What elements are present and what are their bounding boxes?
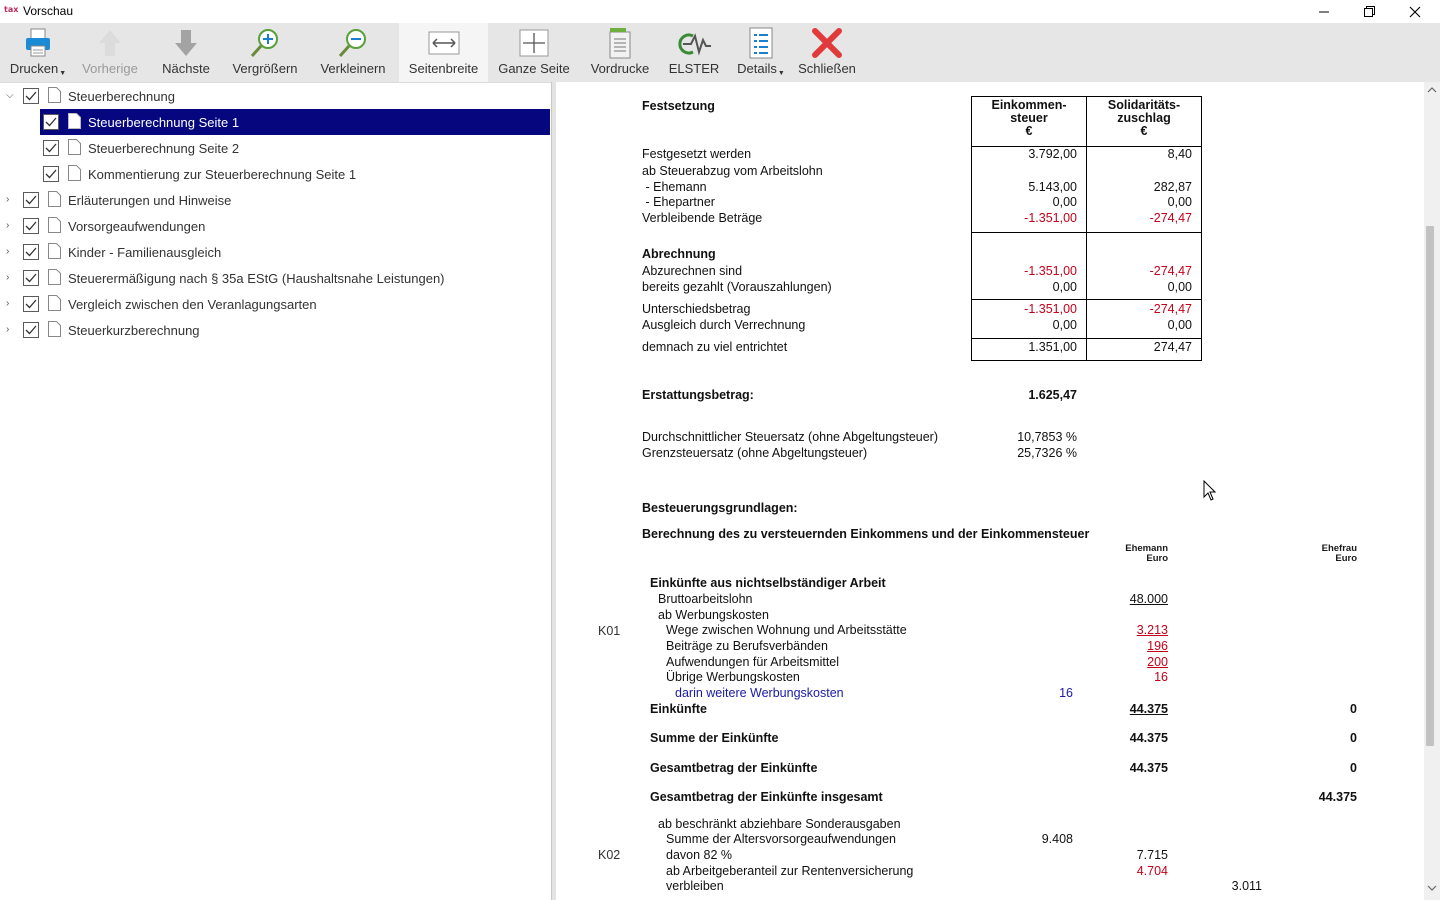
checkbox[interactable] xyxy=(23,218,39,234)
vor-soli: 0,00 xyxy=(1167,280,1192,294)
row-soli: 282,87 xyxy=(1153,180,1192,194)
tree-item-seite-1[interactable] xyxy=(0,109,551,135)
checkbox[interactable] xyxy=(23,296,39,312)
next-button[interactable] xyxy=(156,23,216,82)
einkuenfte-m: 44.375 xyxy=(1129,702,1168,716)
col-header-soli-3: € xyxy=(1140,124,1148,138)
close-preview-button[interactable] xyxy=(798,23,856,82)
abz-est: -1.351,00 xyxy=(1024,264,1077,278)
checkmark-icon xyxy=(45,117,57,127)
beitr-value: 196 xyxy=(1147,639,1168,653)
col-header-soli-1: Solidaritäts- xyxy=(1107,98,1181,112)
checkbox[interactable] xyxy=(23,270,39,286)
document-icon xyxy=(48,269,61,285)
full-page-icon xyxy=(517,25,551,61)
tree-item-kommentierung[interactable] xyxy=(0,161,551,187)
document-tree xyxy=(0,82,551,900)
col-header-ehefrau-1: Ehefrau xyxy=(1321,543,1357,554)
row-est: 5.143,00 xyxy=(1028,180,1077,194)
unt-est: -1.351,00 xyxy=(1024,302,1077,316)
tree-item-haushaltsnahe[interactable] xyxy=(0,265,551,291)
durch-value: 10,7853 % xyxy=(1017,430,1077,444)
grenz-label: Grenzsteuersatz (ohne Abgeltungsteuer) xyxy=(642,446,868,460)
row-soli: 8,40 xyxy=(1167,147,1192,161)
vor-est: 0,00 xyxy=(1052,280,1077,294)
verbl-label: verbleiben xyxy=(666,879,724,893)
col-header-est-3: € xyxy=(1025,124,1033,138)
tree-item-label: Steuerberechnung xyxy=(68,89,175,104)
dem-label: demnach zu viel entrichtet xyxy=(642,340,788,354)
next-label: Nächste xyxy=(162,61,210,76)
ag-label: ab Arbeitgeberanteil zur Rentenversicherung xyxy=(666,864,914,878)
col-header-soli xyxy=(1087,99,1201,138)
darin-label: darin weitere Werbungskosten xyxy=(675,686,844,700)
gesamt-label: Gesamtbetrag der Einkünfte xyxy=(650,761,818,775)
document-icon xyxy=(48,87,61,103)
dem-soli: 274,47 xyxy=(1153,340,1192,354)
checkmark-icon xyxy=(25,299,37,309)
erstattung-value: 1.625,47 xyxy=(1028,388,1077,402)
einkuenfte-f: 0 xyxy=(1350,702,1357,716)
tree-item-erlaeuterungen[interactable] xyxy=(0,187,551,213)
table-line xyxy=(971,338,1202,339)
document-icon xyxy=(68,113,81,129)
alters-value: 9.408 xyxy=(1041,832,1073,846)
row-est: 0,00 xyxy=(1052,195,1077,209)
checkbox[interactable] xyxy=(23,88,39,104)
uebr-value: 16 xyxy=(1154,670,1168,684)
tree-item-label: Steuerkurzberechnung xyxy=(68,323,200,338)
col-header-ehefrau xyxy=(1297,544,1357,564)
close-preview-label: Schließen xyxy=(798,61,856,76)
zoom-out-icon xyxy=(336,25,370,61)
eink-nsa-heading: Einkünfte aus nichtselbständiger Arbeit xyxy=(650,576,886,590)
expand-arrow-icon[interactable]: › xyxy=(6,194,10,205)
summe-f: 0 xyxy=(1350,731,1357,745)
document-icon xyxy=(68,165,81,181)
tree-item-label: Steuerberechnung Seite 2 xyxy=(88,141,240,156)
details-label: Details xyxy=(737,61,777,76)
row-label: - Ehepartner xyxy=(642,195,715,209)
mouse-cursor-icon xyxy=(1203,480,1217,505)
document-icon xyxy=(68,139,81,155)
checkmark-icon xyxy=(25,221,37,231)
col-header-est-2: steuer xyxy=(1010,111,1048,125)
checkbox[interactable] xyxy=(43,166,59,182)
uebr-label: Übrige Werbungskosten xyxy=(666,670,800,684)
page-width-icon xyxy=(427,25,461,61)
minimize-icon xyxy=(1319,6,1330,17)
row-est: -1.351,00 xyxy=(1024,211,1077,225)
elster-button[interactable] xyxy=(668,23,720,82)
zoom-out-button[interactable] xyxy=(316,23,390,82)
wk-label: ab Werbungskosten xyxy=(658,608,769,622)
document-icon xyxy=(48,191,61,207)
zoom-in-label: Vergrößern xyxy=(232,61,298,76)
dropdown-arrow-icon: ▼ xyxy=(777,70,785,77)
davon-value: 7.715 xyxy=(1136,848,1168,862)
forms-label: Vordrucke xyxy=(590,61,650,76)
arrow-up-icon xyxy=(93,25,127,61)
expand-arrow-icon[interactable]: › xyxy=(6,298,10,309)
brutto-value: 48.000 xyxy=(1129,592,1168,606)
elster-label: ELSTER xyxy=(668,61,720,76)
checkmark-icon xyxy=(25,91,37,101)
checkmark-icon xyxy=(25,195,37,205)
page-width-label: Seitenbreite xyxy=(408,61,479,76)
summe-label: Summe der Einkünfte xyxy=(650,731,779,745)
checkmark-icon xyxy=(45,143,57,153)
app-icon: tax xyxy=(4,5,19,14)
full-page-label: Ganze Seite xyxy=(498,61,570,76)
arrow-down-icon xyxy=(169,25,203,61)
wege-value: 3.213 xyxy=(1136,623,1168,637)
wege-label: Wege zwischen Wohnung und Arbeitsstätte xyxy=(666,623,907,637)
gesamt-ins-label: Gesamtbetrag der Einkünfte insgesamt xyxy=(650,790,883,804)
beitr-label: Beiträge zu Berufsverbänden xyxy=(666,639,828,653)
aufw-label: Aufwendungen für Arbeitsmittel xyxy=(666,655,840,669)
expand-arrow-icon[interactable]: › xyxy=(6,272,10,283)
details-button[interactable] xyxy=(734,23,788,82)
tree-item-label: Kommentierung zur Steuerberechnung Seite 1 xyxy=(88,167,357,182)
checkmark-icon xyxy=(45,169,57,179)
col-header-ehemann-2: Euro xyxy=(1146,553,1168,564)
forms-icon xyxy=(603,25,637,61)
scroll-up-icon[interactable] xyxy=(1424,86,1440,100)
tree-item-label: Erläuterungen und Hinweise xyxy=(68,193,232,208)
aufw-value: 200 xyxy=(1147,655,1168,669)
erstattung-label: Erstattungsbetrag: xyxy=(642,388,754,402)
checkbox[interactable] xyxy=(23,322,39,338)
scroll-down-icon[interactable] xyxy=(1424,884,1440,898)
checkmark-icon xyxy=(25,247,37,257)
collapse-arrow-icon[interactable]: ⌵ xyxy=(6,90,14,101)
window-title: Vorschau xyxy=(23,4,74,18)
red-x-icon xyxy=(810,25,844,61)
checkbox[interactable] xyxy=(23,244,39,260)
document-icon xyxy=(48,243,61,259)
minimize-button[interactable] xyxy=(1301,0,1347,23)
summe-m: 44.375 xyxy=(1129,731,1168,745)
abz-label: Abzurechnen sind xyxy=(642,264,743,278)
table-line xyxy=(971,299,1202,300)
tree-item-kinder[interactable] xyxy=(0,239,551,265)
section-grundlagen: Besteuerungsgrundlagen: xyxy=(642,501,798,515)
col-header-ehemann xyxy=(1108,544,1168,564)
close-icon xyxy=(1409,6,1421,18)
dem-est: 1.351,00 xyxy=(1028,340,1077,354)
tree-item-steuerberechnung[interactable] xyxy=(0,83,551,109)
section-berechnung: Berechnung des zu versteuernden Einkommens und der Einkommensteuer xyxy=(642,527,1090,541)
checkmark-icon xyxy=(25,325,37,335)
row-label: Festgesetzt werden xyxy=(642,147,752,161)
expand-arrow-icon[interactable]: › xyxy=(6,324,10,335)
zoom-in-icon xyxy=(248,25,282,61)
section-festsetzung: Festsetzung xyxy=(642,99,715,113)
col-header-ehefrau-2: Euro xyxy=(1335,553,1357,564)
col-header-est xyxy=(972,99,1086,138)
previous-label: Vorherige xyxy=(82,61,138,76)
grenz-value: 25,7326 % xyxy=(1017,446,1077,460)
col-header-soli-2: zuschlag xyxy=(1117,111,1171,125)
k01-marker: K01 xyxy=(598,624,621,638)
forms-button[interactable] xyxy=(587,23,653,82)
close-window-button[interactable] xyxy=(1392,0,1438,23)
document-icon xyxy=(48,295,61,311)
checkbox[interactable] xyxy=(43,140,59,156)
tree-item-seite-2[interactable] xyxy=(0,135,551,161)
tree-item-label: Vorsorgeaufwendungen xyxy=(68,219,206,234)
gesamt-ins-value: 44.375 xyxy=(1318,790,1357,804)
sonder-label: ab beschränkt abziehbare Sonderausgaben xyxy=(658,817,901,831)
tree-item-label: Kinder - Familienausgleich xyxy=(68,245,222,260)
print-label: Drucken xyxy=(9,61,59,76)
durch-label: Durchschnittlicher Steuersatz (ohne Abgeltungsteuer) xyxy=(642,430,938,444)
scrollbar-thumb[interactable] xyxy=(1426,226,1434,746)
col-header-est-1: Einkommen- xyxy=(991,98,1067,112)
unt-label: Unterschiedsbetrag xyxy=(642,302,751,316)
restore-icon xyxy=(1364,6,1375,17)
tree-item-vergleich[interactable] xyxy=(0,291,551,317)
details-icon xyxy=(744,25,778,61)
aus-label: Ausgleich durch Verrechnung xyxy=(642,318,806,332)
col-header-ehemann-1: Ehemann xyxy=(1125,543,1168,554)
zoom-out-label: Verkleinern xyxy=(320,61,386,76)
alters-label: Summe der Altersvorsorgeaufwendungen xyxy=(666,832,896,846)
ag-value: 4.704 xyxy=(1136,864,1168,878)
gesamt-f: 0 xyxy=(1350,761,1357,775)
title-bar xyxy=(0,0,1440,23)
restore-button[interactable] xyxy=(1346,0,1392,23)
k02-marker: K02 xyxy=(598,848,621,862)
tree-item-label: Steuerberechnung Seite 1 xyxy=(88,115,240,130)
section-abrechnung: Abrechnung xyxy=(642,247,716,261)
elster-icon xyxy=(677,25,711,61)
document-icon xyxy=(48,217,61,233)
brutto-label: Bruttoarbeitslohn xyxy=(658,592,753,606)
printer-icon xyxy=(21,25,55,61)
abz-soli: -274,47 xyxy=(1149,264,1192,278)
expand-arrow-icon[interactable]: › xyxy=(6,246,10,257)
aus-soli: 0,00 xyxy=(1167,318,1192,332)
row-label: - Ehemann xyxy=(642,180,707,194)
tree-item-label: Vergleich zwischen den Veranlagungsarten xyxy=(68,297,317,312)
tree-item-kurzberechnung[interactable] xyxy=(0,317,551,343)
expand-arrow-icon[interactable]: › xyxy=(6,220,10,231)
checkbox[interactable] xyxy=(23,192,39,208)
previous-button[interactable] xyxy=(78,23,142,82)
row-soli: 0,00 xyxy=(1167,195,1192,209)
tree-item-label: Steuerermäßigung nach § 35a EStG (Haushaltsnahe Leistungen) xyxy=(68,271,445,286)
unt-soli: -274,47 xyxy=(1149,302,1192,316)
document-icon xyxy=(48,321,61,337)
einkuenfte-label: Einkünfte xyxy=(650,702,707,716)
row-label: Verbleibende Beträge xyxy=(642,211,763,225)
vor-label: bereits gezahlt (Vorauszahlungen) xyxy=(642,280,832,294)
row-label: ab Steuerabzug vom Arbeitslohn xyxy=(642,164,823,178)
verbl-value: 3.011 xyxy=(1231,879,1262,893)
checkmark-icon xyxy=(25,273,37,283)
full-page-button[interactable] xyxy=(496,23,572,82)
print-button[interactable] xyxy=(8,23,68,82)
page-width-button[interactable] xyxy=(399,23,488,82)
darin-value: 16 xyxy=(1059,686,1073,700)
gesamt-m: 44.375 xyxy=(1129,761,1168,775)
zoom-in-button[interactable] xyxy=(228,23,302,82)
row-est: 3.792,00 xyxy=(1028,147,1077,161)
toolbar xyxy=(0,23,1440,82)
aus-est: 0,00 xyxy=(1052,318,1077,332)
dropdown-arrow-icon: ▼ xyxy=(59,70,67,77)
tree-item-vorsorge[interactable] xyxy=(0,213,551,239)
table-line xyxy=(971,232,1202,233)
row-soli: -274,47 xyxy=(1149,211,1192,225)
checkbox[interactable] xyxy=(43,114,59,130)
davon-label: davon 82 % xyxy=(666,848,733,862)
